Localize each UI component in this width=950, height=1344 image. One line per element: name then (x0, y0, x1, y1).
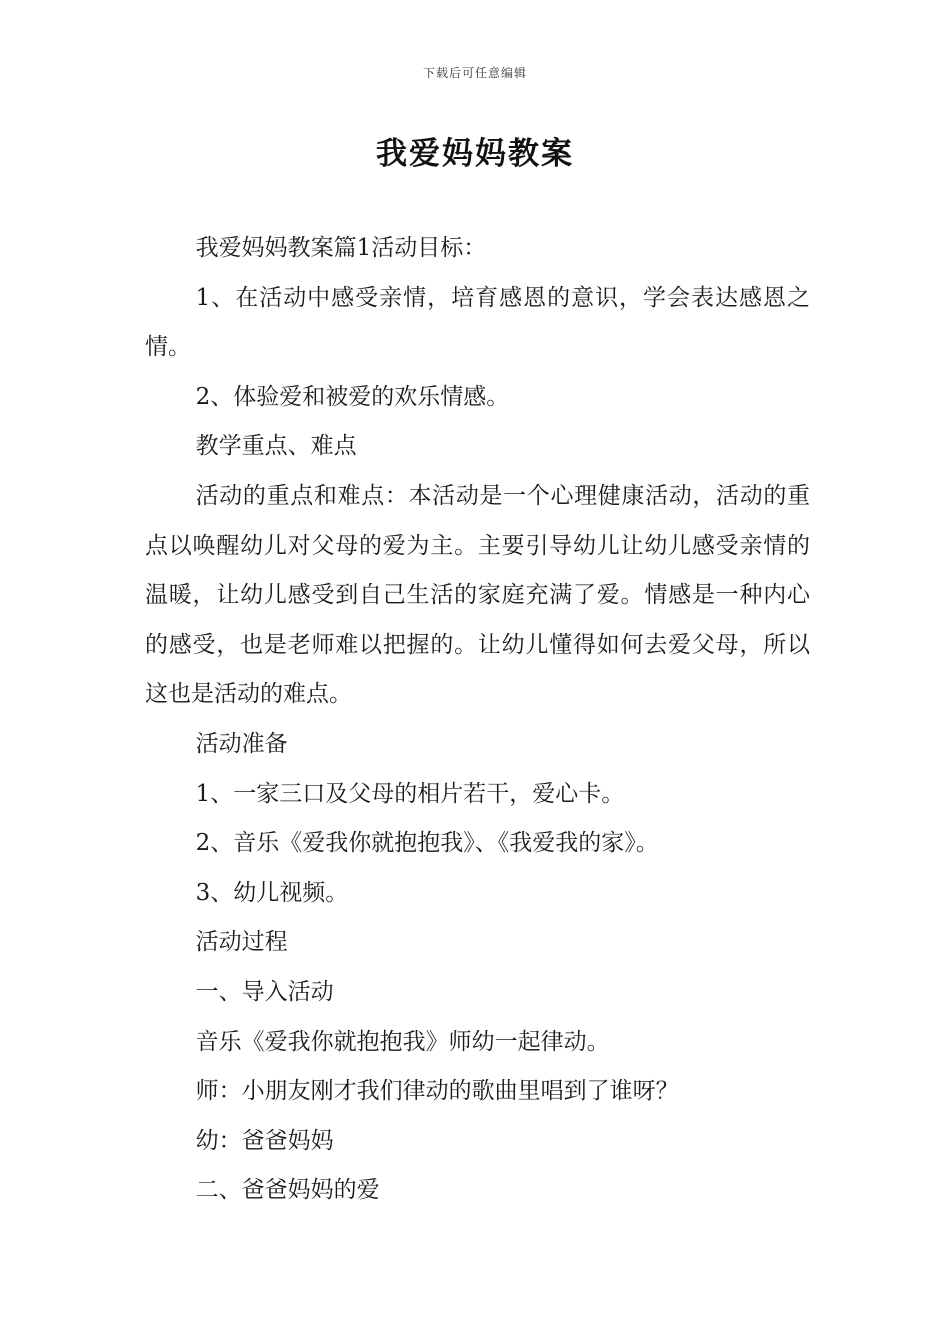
header-note: 下载后可任意编辑 (422, 66, 527, 80)
paragraph: 一、导入活动 (195, 978, 334, 1005)
paragraph: 1、一家三口及父母的相片若干，爱心卡。 (195, 780, 625, 807)
paragraph: 3、幼儿视频。 (195, 879, 349, 906)
paragraph: 2、音乐《爱我你就抱抱我》、《我爱我的家》。 (195, 830, 659, 857)
paragraph: 活动准备 (195, 730, 288, 757)
paragraph: 音乐《爱我你就抱抱我》师幼一起律动。 (195, 1028, 610, 1055)
paragraph: 师：小朋友刚才我们律动的歌曲里唱到了谁呀？ (195, 1078, 679, 1105)
paragraph: 2、体验爱和被爱的欢乐情感。 (195, 383, 510, 410)
paragraph: 幼：爸爸妈妈 (195, 1127, 334, 1154)
document-body (145, 224, 810, 1216)
paragraph: 教学重点、难点 (195, 433, 357, 460)
document-title: 我爱妈妈教案 (376, 136, 574, 172)
paragraph: 二、爸爸妈妈的爱 (195, 1177, 380, 1204)
paragraph: 1、在活动中感受亲情，培育感恩的意识，学会表达感恩之情。 (145, 284, 810, 361)
paragraph: 活动的重点和难点：本活动是一个心理健康活动，活动的重点以唤醒幼儿对父母的爱为主。主要引导幼儿让幼儿感受亲情的温暖，让幼儿感受到自己生活的家庭充满了爱。情感是一种内心的感受，也是老师难以把握的。让幼儿懂得如何去爱父母，所以这也是活动的难点。 (145, 482, 810, 708)
paragraph: 活动过程 (195, 929, 288, 956)
paragraph: 我爱妈妈教案篇1活动目标： (195, 235, 487, 261)
